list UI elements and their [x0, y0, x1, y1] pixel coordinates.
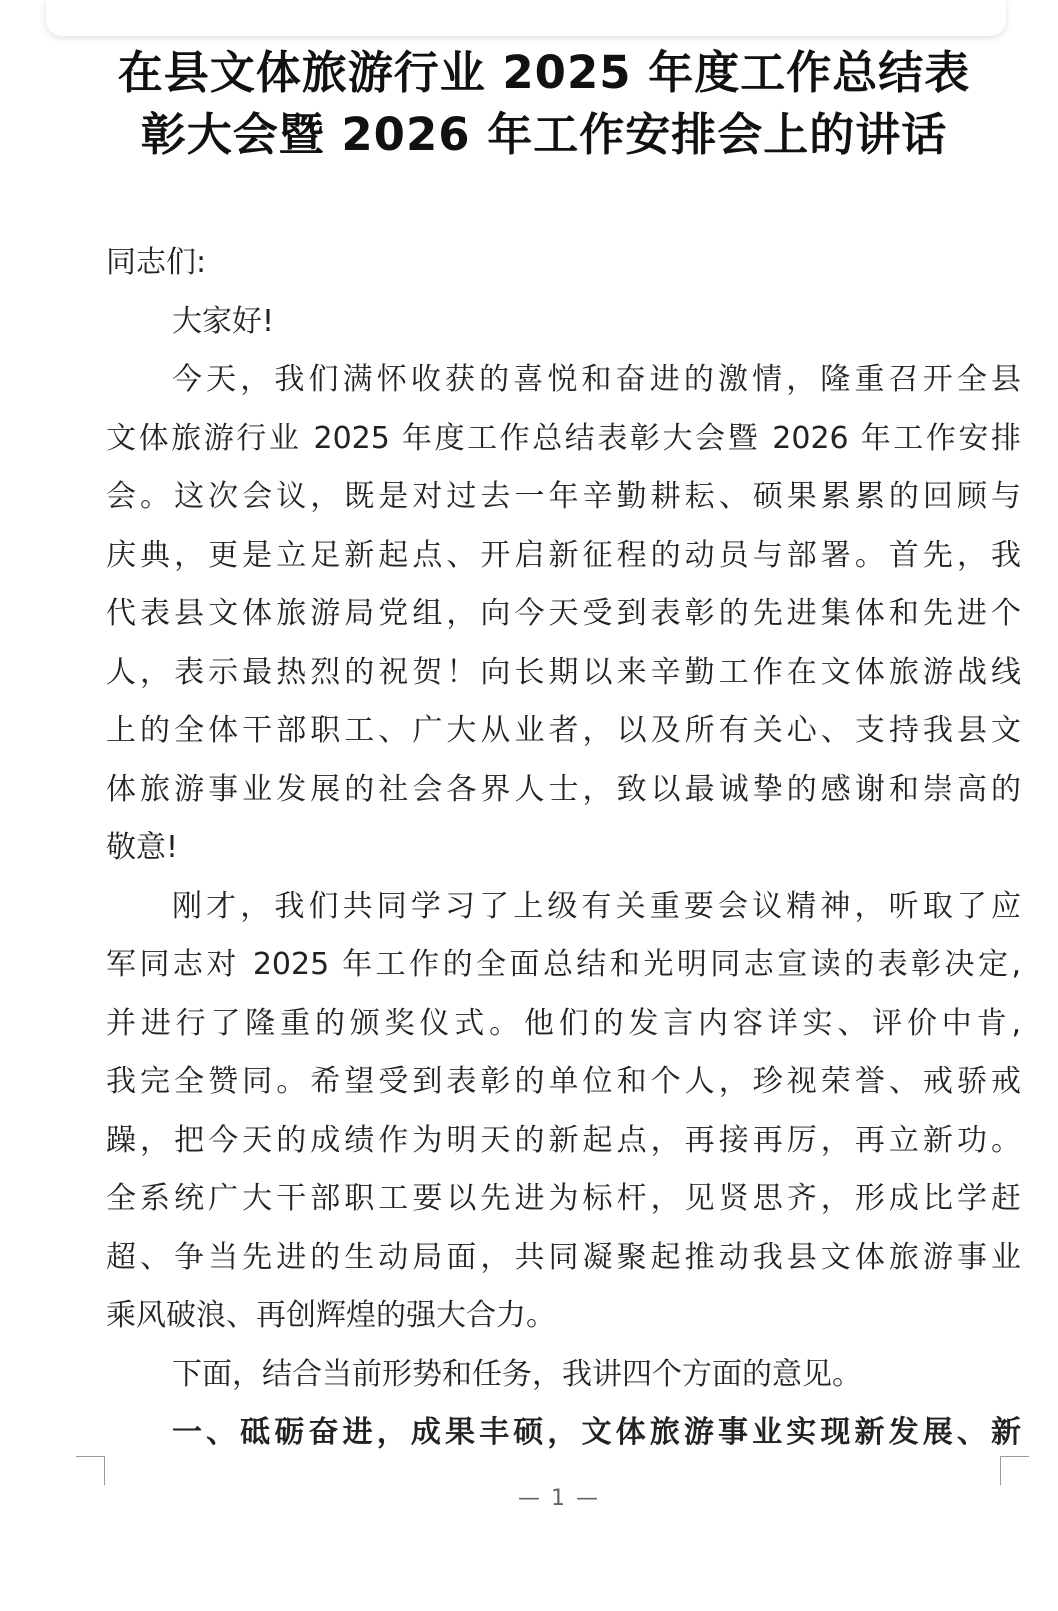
document-title	[60, 42, 1028, 166]
body-line: 文体旅游行业 2025 年度工作总结表彰大会暨 2026 年工作安排	[106, 420, 1021, 456]
page-number: — 1 —	[518, 1486, 600, 1511]
body-line: 体旅游事业发展的社会各界人士，致以最诚挚的感谢和崇高的	[106, 771, 1021, 807]
body-line: 今天，我们满怀收获的喜悦和奋进的激情，隆重召开全县	[172, 362, 1021, 397]
body-line: 我完全赞同。希望受到表彰的单位和个人，珍视荣誉、戒骄戒	[106, 1064, 1021, 1099]
title-line-1: 在县文体旅游行业 2025 年度工作总结表	[117, 46, 971, 99]
title-line-2: 彰大会暨 2026 年工作安排会上的讲话	[140, 108, 948, 161]
top-toolbar-bar	[46, 0, 1006, 36]
body-line: 庆典，更是立足新起点、开启新征程的动员与部署。首先，我	[106, 537, 1021, 573]
page-corner-mark-left	[76, 1456, 105, 1485]
page-corner-mark-right	[1000, 1456, 1029, 1485]
body-line: 上的全体干部职工、广大从业者，以及所有关心、支持我县文	[106, 713, 1021, 748]
body-line: 军同志对 2025 年工作的全面总结和光明同志宣读的表彰决定,	[106, 947, 1021, 982]
body-line: 会。这次会议，既是对过去一年辛勤耕耘、硕果累累的回顾与	[106, 479, 1021, 514]
document-body	[106, 234, 1021, 1463]
salutation: 同志们:	[106, 245, 207, 280]
greeting: 大家好!	[172, 303, 275, 339]
section-heading: 一、砥砺奋进，成果丰硕，文体旅游事业实现新发展、新	[172, 1415, 1021, 1450]
body-line: 躁，把今天的成绩作为明天的新起点，再接再厉，再立新功。	[106, 1122, 1021, 1158]
body-line: 下面，结合当前形势和任务，我讲四个方面的意见。	[172, 1356, 862, 1392]
body-line: 全系统广大干部职工要以先进为标杆，见贤思齐，形成比学赶	[106, 1181, 1021, 1216]
body-line: 代表县文体旅游局党组，向今天受到表彰的先进集体和先进个	[106, 596, 1021, 631]
body-line: 乘风破浪、再创辉煌的强大合力。	[106, 1298, 556, 1333]
body-line: 敬意!	[106, 830, 179, 865]
body-line: 刚才，我们共同学习了上级有关重要会议精神，听取了应	[172, 888, 1021, 924]
body-line: 人，表示最热烈的祝贺！向长期以来辛勤工作在文体旅游战线	[106, 654, 1021, 690]
body-line: 超、争当先进的生动局面，共同凝聚起推动我县文体旅游事业	[106, 1239, 1021, 1275]
body-line: 并进行了隆重的颁奖仪式。他们的发言内容详实、评价中肯,	[106, 1005, 1021, 1041]
